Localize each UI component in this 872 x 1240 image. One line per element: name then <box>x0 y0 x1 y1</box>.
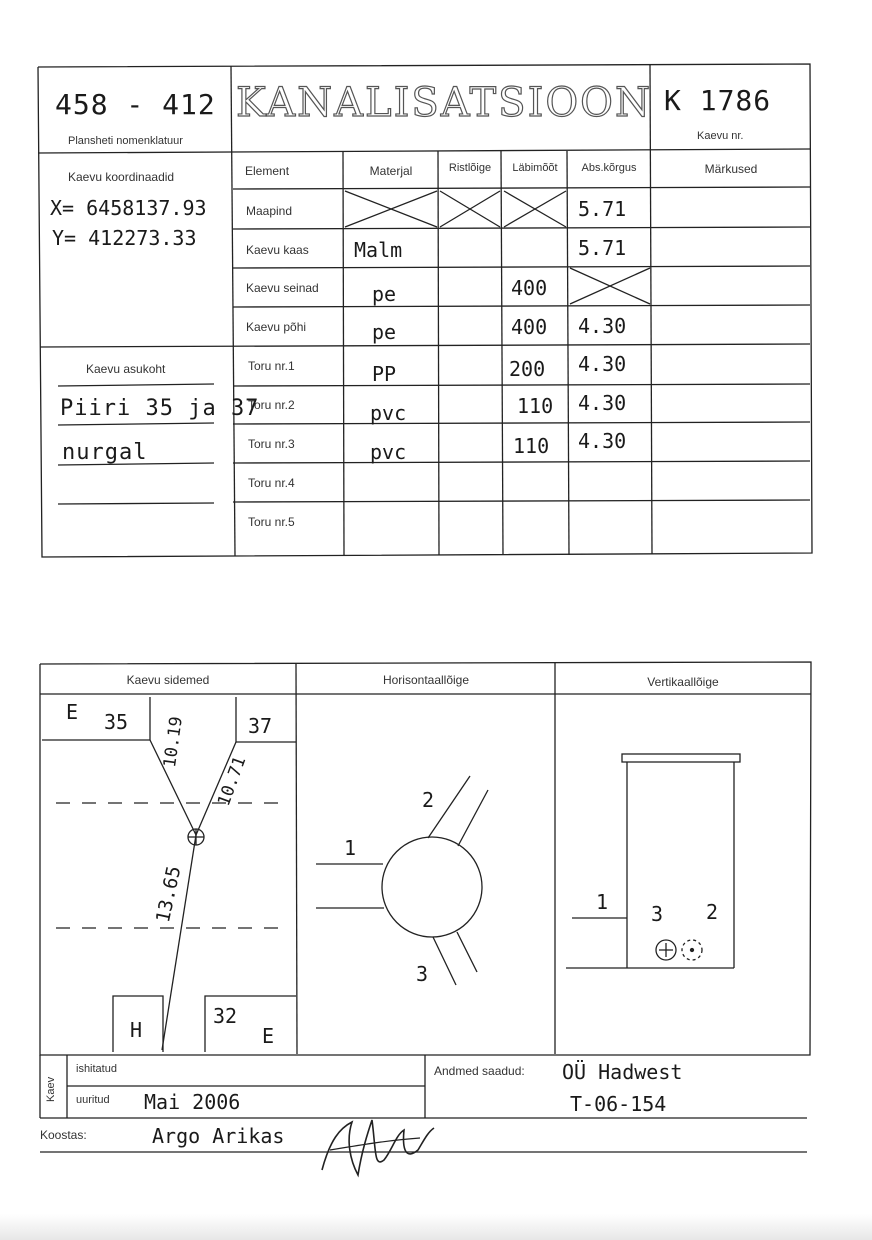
row-element: Toru nr.1 <box>248 359 295 373</box>
row-element: Kaevu seinad <box>246 281 319 295</box>
compiled-value: Argo Arikas <box>152 1124 285 1148</box>
row-materjal: pe <box>372 320 397 344</box>
vertical-pipe-3: 3 <box>651 902 664 926</box>
distance-right: 10.71 <box>214 753 251 809</box>
vertical-pipe-2: 2 <box>706 900 719 924</box>
row-abs: 5.71 <box>578 197 627 221</box>
row-abs: 4.30 <box>578 314 627 338</box>
compiled-label: Koostas: <box>40 1128 87 1142</box>
scan-shadow <box>0 1214 872 1240</box>
row-materjal: Malm <box>354 238 403 262</box>
horizontal-pipe-3: 3 <box>416 962 429 986</box>
row-labimoot: 400 <box>511 276 548 300</box>
distance-left: 10.19 <box>160 715 187 769</box>
surveyed-value: Mai 2006 <box>144 1090 241 1114</box>
row-element: Toru nr.4 <box>248 476 295 490</box>
vertical-section-label: Vertikaallõige <box>647 675 719 689</box>
row-element: Toru nr.2 <box>248 398 295 412</box>
footer-side-label: Kaev <box>45 1076 57 1102</box>
row-element: Kaevu põhi <box>246 320 307 334</box>
corner-bl-letter: H <box>130 1018 143 1042</box>
distance-bottom: 13.65 <box>152 864 186 925</box>
location-label: Kaevu asukoht <box>86 362 166 376</box>
ties-section-label: Kaevu sidemed <box>126 673 210 687</box>
corner-tl-number: 35 <box>104 710 129 734</box>
corner-tr-number: 37 <box>248 714 273 738</box>
row-element: Toru nr.5 <box>248 515 295 529</box>
corner-tl-letter: E <box>66 700 79 724</box>
nomenclature-label: Plansheti nomenklatuur <box>68 135 183 147</box>
coordinate-y: Y= 412273.33 <box>52 226 197 250</box>
corner-br-number: 32 <box>213 1004 238 1028</box>
row-abs: 4.30 <box>578 352 627 376</box>
location-line-2: nurgal <box>62 440 148 465</box>
data-provided-value-2: T-06-154 <box>570 1092 667 1116</box>
row-abs: 5.71 <box>578 236 627 260</box>
col-header-abs-korgus: Abs.kõrgus <box>581 162 637 174</box>
coordinate-x: X= 6458137.93 <box>50 196 207 220</box>
col-header-ristloige: Ristlõige <box>448 162 492 174</box>
row-element: Maapind <box>246 204 293 218</box>
row-materjal: PP <box>372 362 397 386</box>
vertical-pipe-1: 1 <box>596 890 609 914</box>
row-labimoot: 110 <box>517 394 554 418</box>
row-element: Toru nr.3 <box>248 437 295 451</box>
horizontal-pipe-1: 1 <box>344 836 357 860</box>
horizontal-section-label: Horisontaallõige <box>382 673 470 687</box>
nomenclature-value: 458 - 412 <box>55 88 216 121</box>
checked-label: ishitatud <box>76 1063 117 1075</box>
row-labimoot: 200 <box>509 357 546 381</box>
row-abs: 4.30 <box>578 429 627 453</box>
coordinates-label: Kaevu koordinaadid <box>68 170 175 184</box>
row-element: Kaevu kaas <box>246 243 309 257</box>
col-header-markused: Märkused <box>704 162 758 176</box>
well-number-label: Kaevu nr. <box>697 130 744 142</box>
corner-br-letter: E <box>262 1024 275 1048</box>
col-header-labimoot: Läbimõõt <box>512 162 558 174</box>
row-materjal: pvc <box>370 440 407 464</box>
row-labimoot: 400 <box>511 315 548 339</box>
row-labimoot: 110 <box>513 434 550 458</box>
data-provided-label: Andmed saadud: <box>434 1064 525 1078</box>
surveyed-label: uuritud <box>76 1094 110 1106</box>
row-materjal: pe <box>372 282 397 306</box>
col-header-element: Element <box>245 164 290 178</box>
well-number-value: K 1786 <box>664 84 772 117</box>
form-title: KANALISATSIOON <box>236 80 652 126</box>
data-provided-value-1: OÜ Hadwest <box>562 1060 683 1084</box>
col-header-materjal: Materjal <box>369 164 413 178</box>
row-abs: 4.30 <box>578 391 627 415</box>
horizontal-pipe-2: 2 <box>422 788 435 812</box>
row-materjal: pvc <box>370 401 407 425</box>
location-line-1: Piiri 35 ja 37 <box>60 396 260 421</box>
